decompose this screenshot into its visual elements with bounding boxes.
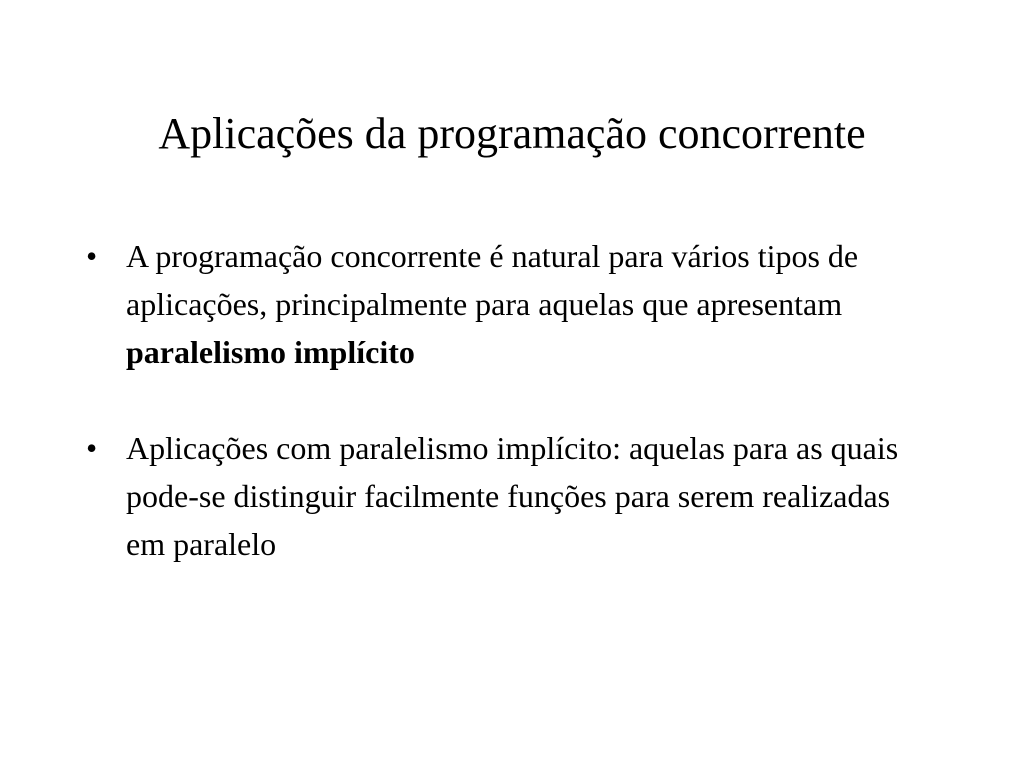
slide-title: Aplicações da programação concorrente [158, 109, 866, 158]
bullet-marker: • [86, 430, 98, 466]
bullet-text [126, 232, 926, 376]
bullet-marker: • [86, 238, 98, 274]
bullet-text-emphasis: paralelismo implícito [126, 334, 415, 370]
bullet-text-plain: A programação concorrente é natural para vários tipos de aplicações, principalmente para aquelas que apresentam [126, 238, 859, 322]
bullet-item-1 [86, 232, 966, 376]
bullet-item-2 [86, 424, 966, 568]
bullet-text: Aplicações com paralelismo implícito: aquelas para as quais pode-se distinguir facilmente funções para serem realizadas em paralelo [126, 430, 899, 562]
bullet-list [86, 232, 966, 616]
